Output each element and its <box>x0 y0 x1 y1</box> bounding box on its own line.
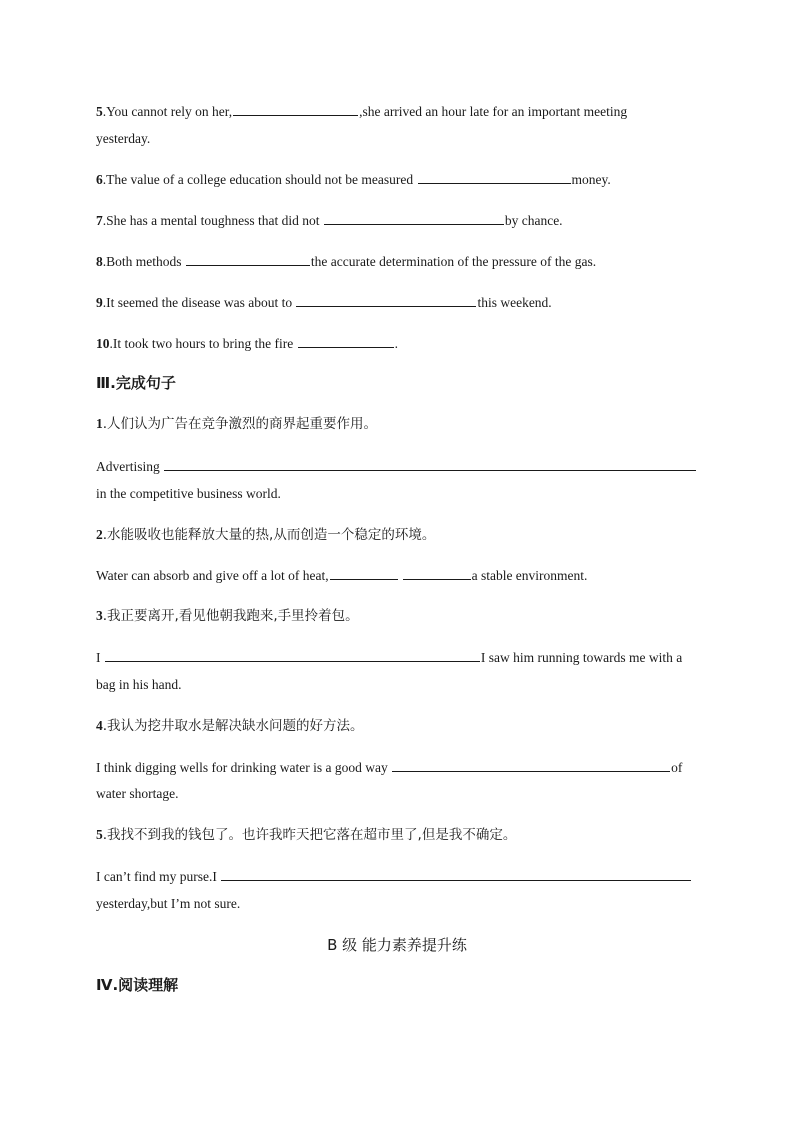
sentence-1-en: Advertising <box>96 457 697 476</box>
sentence-1-en-cont: in the competitive business world. <box>96 486 281 501</box>
question-5-cont: yesterday. <box>96 131 151 146</box>
question-5: 5.You cannot rely on her, ,she arrived an hour late for an important meeting <box>96 104 628 119</box>
sentence-2-en: Water can absorb and give off a lot of heat, a stable environment. <box>96 568 588 583</box>
section-3-title: Ⅲ.完成句子 <box>96 374 176 392</box>
answer-blank[interactable] <box>324 211 504 225</box>
sentence-3-en-cont: bag in his hand. <box>96 677 182 692</box>
answer-blank[interactable] <box>403 566 471 580</box>
sentence-4-en: I think digging wells for drinking water is a good way of <box>96 760 683 775</box>
sentence-3-cn: 3.我正要离开,看见他朝我跑来,手里拎着包。 <box>96 608 359 624</box>
question-9: 9.It seemed the disease was about to this weekend. <box>96 295 552 310</box>
sentence-4-en-cont: water shortage. <box>96 786 179 801</box>
question-8: 8.Both methods the accurate determination of the pressure of the gas. <box>96 254 597 269</box>
answer-blank[interactable] <box>186 252 310 266</box>
sentence-5-en: I can’t find my purse.I <box>96 867 692 886</box>
sentence-1-cn: 1.人们认为广告在竞争激烈的商界起重要作用。 <box>96 416 378 432</box>
answer-blank[interactable] <box>392 758 670 772</box>
question-10: 10.It took two hours to bring the fire . <box>96 336 398 351</box>
answer-blank[interactable] <box>164 457 696 471</box>
answer-blank[interactable] <box>298 334 394 348</box>
answer-blank[interactable] <box>330 566 398 580</box>
question-7: 7.She has a mental toughness that did not by chance. <box>96 213 563 228</box>
section-4-title: Ⅳ.阅读理解 <box>96 976 179 994</box>
answer-blank[interactable] <box>105 648 480 662</box>
answer-blank[interactable] <box>296 293 476 307</box>
question-6: 6.The value of a college education should not be measured money. <box>96 172 611 187</box>
sentence-2-cn: 2.水能吸收也能释放大量的热,从而创造一个稳定的环境。 <box>96 527 436 543</box>
answer-blank[interactable] <box>418 170 571 184</box>
sentence-5-cn: 5.我找不到我的钱包了。也许我昨天把它落在超市里了,但是我不确定。 <box>96 827 517 843</box>
sentence-3-en: I I saw him running towards me with a <box>96 650 683 665</box>
level-b-heading: B 级 能力素养提升练 <box>327 936 467 954</box>
sentence-4-cn: 4.我认为挖井取水是解决缺水问题的好方法。 <box>96 718 364 734</box>
answer-blank[interactable] <box>221 867 691 881</box>
sentence-5-en-cont: yesterday,but I’m not sure. <box>96 896 241 911</box>
answer-blank[interactable] <box>233 102 358 116</box>
